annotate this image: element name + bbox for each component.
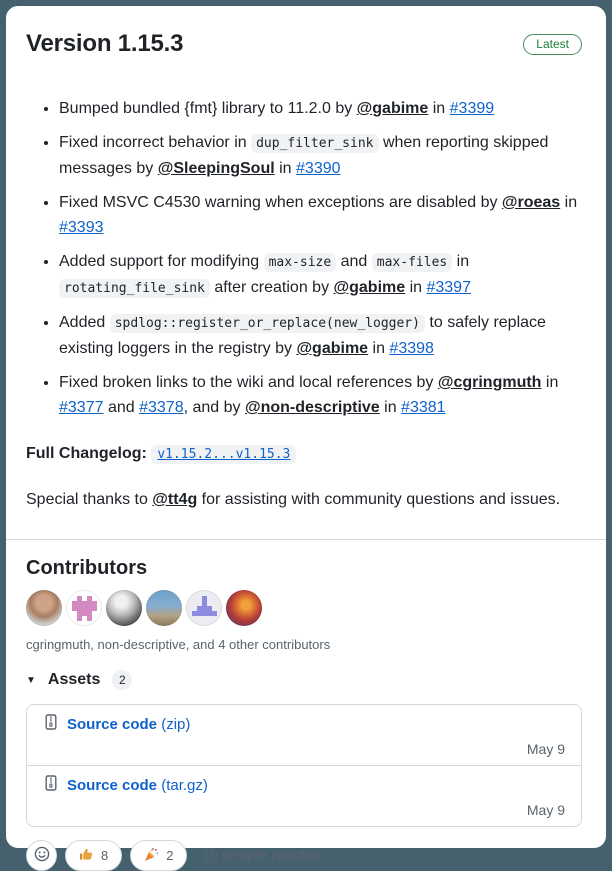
inline-code: spdlog::register_or_replace(new_logger) [110,314,425,333]
party-popper-emoji [144,847,159,865]
release-notes-list [26,96,582,420]
text-segment: and [103,399,140,416]
issue-link[interactable]: #3377 [59,399,104,416]
pink-identicon-avatar[interactable] [66,590,102,626]
issue-link[interactable]: #3397 [426,279,471,296]
asset-link-line [43,775,565,796]
identicon-pixels [106,590,111,595]
user-mention-link[interactable]: @roeas [501,194,561,211]
issue-link[interactable]: #3398 [389,340,434,357]
user-mention-link[interactable]: @non-descriptive [244,399,380,416]
add-reaction-button[interactable] [26,840,57,871]
user-mention-link[interactable]: @gabime [333,279,406,296]
issue-link[interactable]: #3390 [296,160,341,177]
asset-suffix: (zip) [157,716,191,733]
asset-name: Source code [67,777,158,794]
assets-list [26,704,582,827]
text-segment: and [336,253,372,270]
identicon-pixels [186,590,191,595]
release-note-item [59,96,582,121]
asset-date: May 9 [526,802,565,818]
user-mention-link[interactable]: @gabime [356,100,429,117]
text-segment: in [379,399,402,416]
text-segment: in [541,374,559,391]
assets-heading: Assets [47,671,101,688]
latest-badge[interactable]: Latest [523,34,582,55]
release-card [6,6,606,864]
user-mention-link[interactable]: @cgringmuth [437,374,542,391]
issue-link[interactable]: #3393 [59,219,104,236]
text-segment: in [560,194,578,211]
contributors-heading: Contributors [26,557,148,579]
release-note-item [59,310,582,361]
asset-link-line [43,714,565,735]
text-segment: when reporting skipped messages by [59,134,549,177]
identicon-pixels [146,590,151,595]
asset-row [27,765,581,826]
contributors-summary: cgringmuth, non-descriptive, and 4 other contributors [26,637,331,652]
release-title: Version 1.15.3 [26,30,184,57]
text-segment: in [452,253,470,270]
changelog-compare-link[interactable]: v1.15.2...v1.15.3 [151,445,296,464]
release-note-item [59,190,582,240]
bw-photo-avatar[interactable] [106,590,142,626]
user-mention-link[interactable]: @SleepingSoul [157,160,275,177]
text-segment: Bumped bundled {fmt} library to 11.2.0 by [59,100,357,117]
reaction-count: 2 [166,848,174,863]
thumbs-up-reaction-pill[interactable] [65,840,122,871]
zip-file-icon [43,714,59,735]
full-changelog-line [26,441,582,467]
release-header [6,6,606,58]
text-segment: in [274,160,297,177]
asset-name: Source code [67,716,158,733]
release-note-item [59,130,582,181]
assets-toggle-header[interactable] [26,670,582,690]
release-note-item [59,249,582,301]
text-segment: , and by [183,399,245,416]
text-segment: for assisting with community questions and issues. [197,491,561,508]
text-segment: Special thanks to [26,491,153,508]
inline-code: max-files [372,253,452,272]
photo-man-avatar[interactable] [26,590,62,626]
contributors-section [6,540,606,652]
full-changelog-label: Full Changelog: [26,445,147,462]
issue-link[interactable]: #3381 [401,399,446,416]
smiley-icon [34,846,50,865]
reaction-pills-container [65,840,187,871]
thumbs-up-emoji [79,847,94,865]
asset-suffix: (tar.gz) [157,777,208,794]
text-segment: Added [59,314,110,331]
release-notes [6,96,606,512]
user-mention-link[interactable]: @tt4g [152,491,198,508]
assets-section [6,652,606,827]
reactions-bar [6,827,606,871]
text-segment: after creation by [209,279,334,296]
zip-file-icon [43,775,59,796]
text-segment: in [405,279,427,296]
blue-photo-avatar[interactable] [146,590,182,626]
text-segment: to safely replace existing loggers in the registry by [59,314,546,357]
cartoon-avatar[interactable] [226,590,262,626]
thanks-line [26,487,582,512]
text-segment: in [368,340,390,357]
identicon-pixels [226,590,231,595]
identicon-pixels [66,590,71,595]
inline-code: rotating_file_sink [59,279,210,298]
assets-count-badge: 2 [112,670,132,690]
text-segment: in [428,100,450,117]
text-segment: Fixed MSVC C4530 warning when exceptions are disabled by [59,194,502,211]
text-segment: Added support for modifying [59,253,264,270]
contributors-avatar-row [26,590,582,626]
user-mention-link[interactable]: @gabime [296,340,369,357]
asset-download-link[interactable] [67,777,208,794]
asset-row [27,705,581,765]
text-segment: Fixed broken links to the wiki and local references by [59,374,438,391]
issue-link[interactable]: #3399 [449,100,495,117]
release-note-item [59,370,582,420]
asset-date: May 9 [526,741,565,757]
inline-code: dup_filter_sink [251,134,378,153]
caret-down-icon[interactable]: ▼ [26,674,36,686]
inline-code: max-size [264,253,337,272]
text-segment: Fixed incorrect behavior in [59,134,252,151]
party-popper-reaction-pill[interactable] [130,840,187,871]
asset-download-link[interactable] [67,716,190,733]
reaction-count: 8 [101,848,109,863]
purple-identicon-avatar[interactable] [186,590,222,626]
identicon-pixels [26,590,31,595]
reaction-summary: 10 people reacted [201,847,322,864]
issue-link[interactable]: #3378 [139,399,184,416]
